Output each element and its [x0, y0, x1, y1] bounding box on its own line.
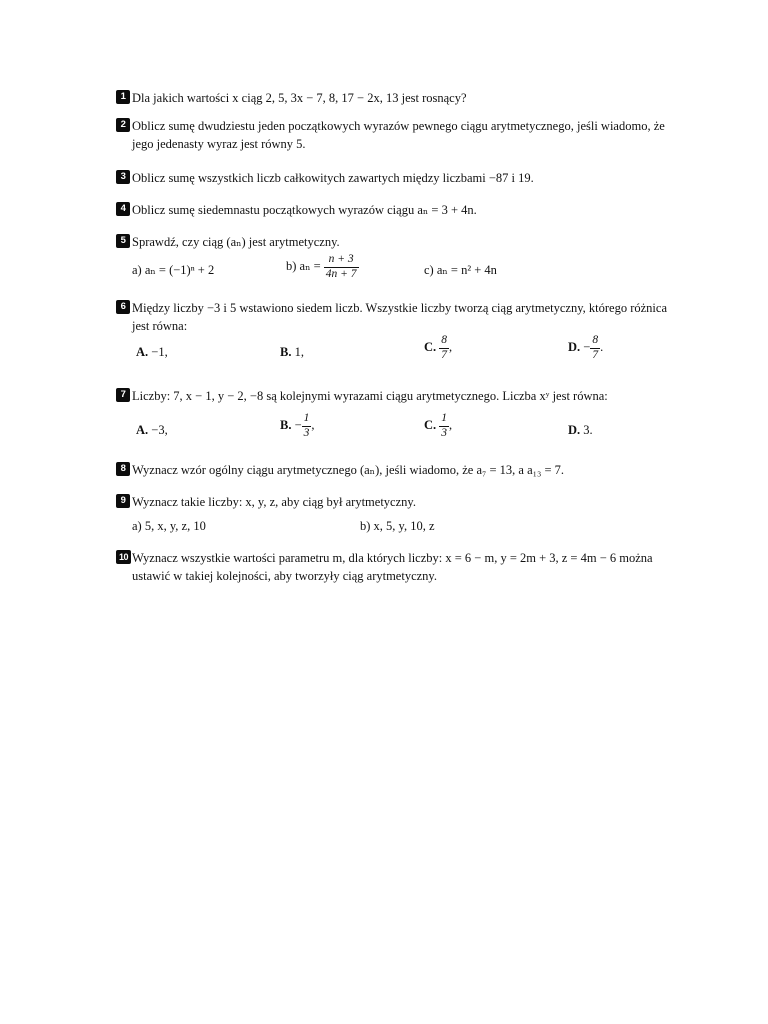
- answer-fraction: [302, 412, 315, 439]
- question-number-badge: 6: [116, 300, 130, 314]
- question-1: [116, 88, 716, 108]
- answer-label: C.: [424, 339, 437, 354]
- answer-c: [424, 335, 452, 361]
- question-number-badge: 5: [116, 234, 130, 248]
- answer-d: [568, 335, 603, 361]
- answer-d: [568, 420, 593, 440]
- fraction-denominator: 3: [441, 426, 448, 439]
- fraction-denominator: 7: [441, 348, 448, 361]
- question-text: Wyznacz takie liczby: x, y, z, aby ciąg był arytmetyczny.: [132, 495, 416, 509]
- fraction-numerator: n + 3: [328, 253, 354, 265]
- question-5: [116, 232, 716, 286]
- answer-sign: −: [294, 417, 302, 432]
- question-text: Dla jakich wartości x ciąg 2, 5, 3x − 7, 8, 17 − 2x, 13 jest rosnący?: [132, 91, 467, 105]
- question-text-line-2: jego jedenasty wyraz jest równy 5.: [132, 137, 306, 151]
- question-text-line-2: ustawić w takiej kolejności, aby tworzyły ciąg arytmetyczny.: [132, 569, 437, 583]
- answer-b: [280, 413, 315, 439]
- question-number-badge: 10: [116, 550, 131, 564]
- question-3: [116, 168, 716, 188]
- question-number-badge: 8: [116, 462, 130, 476]
- question-number-badge: 1: [116, 90, 130, 104]
- answer-label: A.: [136, 345, 149, 359]
- question-10: [116, 548, 716, 588]
- question-8: [116, 460, 716, 480]
- answer-label: D.: [568, 423, 581, 437]
- fraction-numerator: 1: [441, 412, 448, 424]
- fraction-denominator: 7: [592, 348, 599, 361]
- answer-value: −1,: [151, 345, 168, 359]
- answer-value: 1,: [294, 345, 304, 359]
- answer-punctuation: .: [600, 339, 604, 354]
- answer-sign: −: [583, 339, 591, 354]
- option-b-prefix: b) aₙ =: [286, 258, 321, 273]
- answer-fraction: [590, 335, 600, 361]
- question-text: Oblicz sumę wszystkich liczb całkowitych zawartych między liczbami −87 i 19.: [132, 171, 534, 185]
- question-text: Sprawdź, czy ciąg (aₙ) jest arytmetyczny.: [132, 235, 340, 249]
- question-text: Wyznacz wzór ogólny ciągu arytmetycznego (aₙ), jeśli wiadomo, że a₇ = 13, a a₁₃ = 7.: [132, 463, 565, 477]
- question-6: [116, 298, 716, 368]
- answer-value: −3,: [151, 423, 168, 437]
- answer-a: [136, 420, 168, 440]
- question-4: [116, 200, 716, 220]
- question-number-badge: 9: [116, 494, 130, 508]
- answer-label: B.: [280, 345, 292, 359]
- option-b: b) x, 5, y, 10, z: [360, 519, 435, 533]
- answer-label: D.: [568, 339, 581, 354]
- question-number-badge: 2: [116, 118, 130, 132]
- answer-a: [136, 342, 168, 362]
- answer-punctuation: ,: [311, 417, 315, 432]
- question-text-line-2: jest równa:: [132, 319, 188, 333]
- answer-punctuation: ,: [449, 417, 453, 432]
- answer-fraction: [439, 335, 449, 361]
- question-2: [116, 116, 716, 156]
- fraction-numerator: 8: [441, 334, 448, 346]
- fraction-numerator: 1: [303, 412, 310, 424]
- answer-label: A.: [136, 423, 149, 437]
- fraction-denominator: 4n + 7: [325, 267, 357, 280]
- answer-c: [424, 413, 452, 439]
- question-number-badge: 4: [116, 202, 130, 216]
- question-text-line-1: Oblicz sumę dwudziestu jeden początkowych wyrazów pewnego ciągu arytmetycznego, jeśli wiadomo, że: [132, 119, 665, 133]
- answer-fraction: [439, 413, 449, 439]
- answer-value: 3.: [583, 423, 593, 437]
- question-number-badge: 7: [116, 388, 130, 402]
- question-7: [116, 386, 716, 448]
- question-9: [116, 492, 716, 536]
- answer-punctuation: ,: [449, 339, 453, 354]
- answer-label: B.: [280, 417, 292, 432]
- answer-label: C.: [424, 417, 437, 432]
- option-a: a) aₙ = (−1)ⁿ + 2: [132, 263, 215, 277]
- question-number-badge: 3: [116, 170, 130, 184]
- question-text-line-1: Wyznacz wszystkie wartości parametru m, dla których liczby: x = 6 − m, y = 2m + 3, z = 4m − 6 można: [132, 551, 653, 565]
- option-b: [286, 254, 359, 280]
- option-b-fraction: [324, 254, 359, 280]
- fraction-denominator: 3: [303, 426, 310, 439]
- option-a: a) 5, x, y, z, 10: [132, 519, 206, 533]
- answer-b: [280, 342, 304, 362]
- option-c: c) aₙ = n² + 4n: [424, 263, 497, 277]
- fraction-numerator: 8: [592, 334, 599, 346]
- question-text: Liczby: 7, x − 1, y − 2, −8 są kolejnymi wyrazami ciągu arytmetycznego. Liczba xʸ jest równa:: [132, 389, 608, 403]
- question-text-line-1: Między liczby −3 i 5 wstawiono siedem liczb. Wszystkie liczby tworzą ciąg arytmetyczny, którego różnica: [132, 301, 667, 315]
- question-text: Oblicz sumę siedemnastu początkowych wyrazów ciągu aₙ = 3 + 4n.: [132, 203, 477, 217]
